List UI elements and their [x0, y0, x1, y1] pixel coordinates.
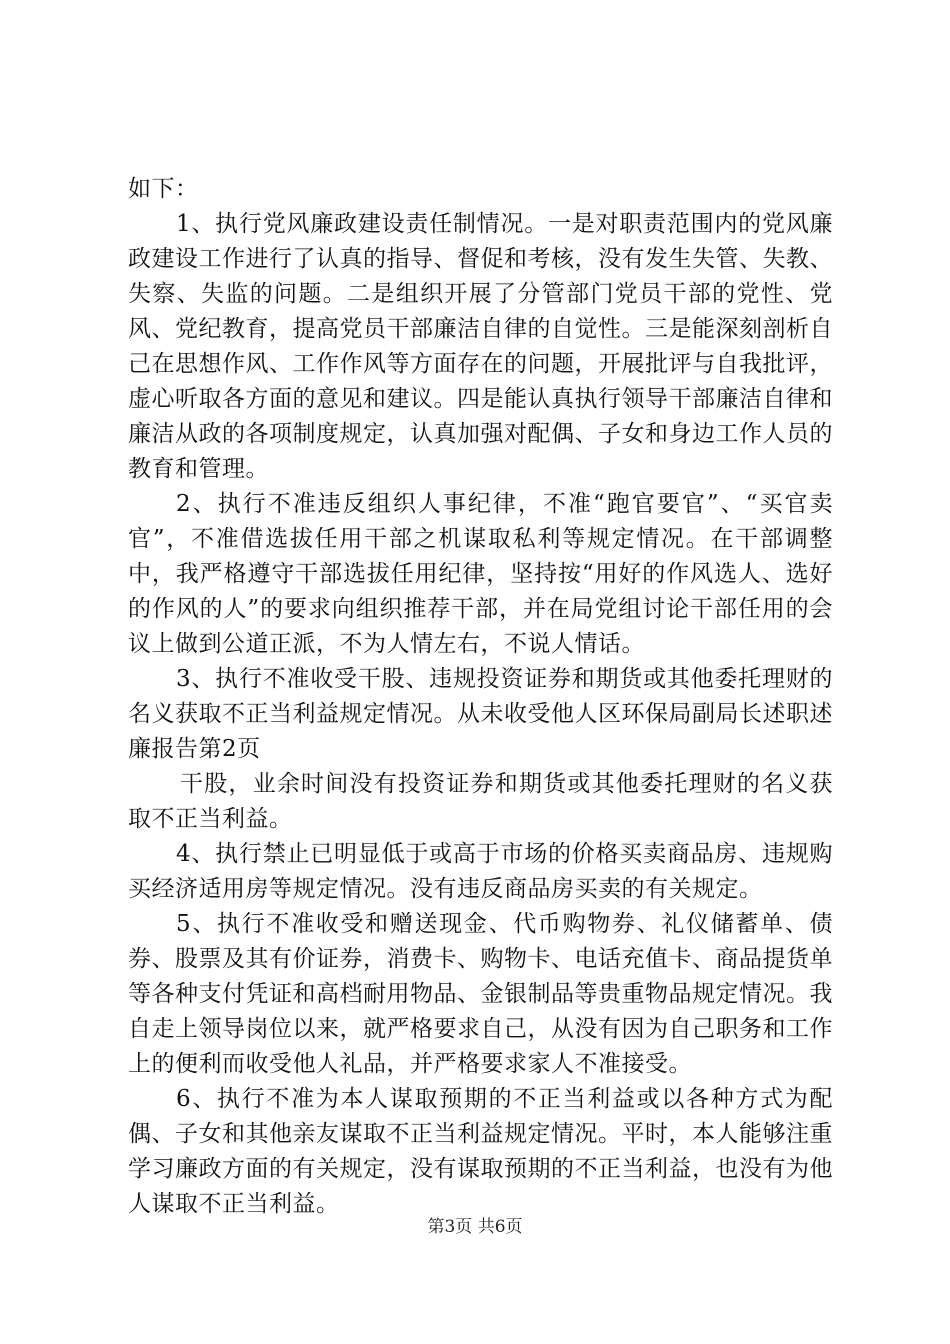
- page-number-footer: 第3页 共6页: [427, 1217, 523, 1237]
- paragraph-intro: 如下：: [128, 176, 199, 202]
- paragraph-item-2: 2、执行不准违反组织人事纪律，不准“跑官要官”、“买官卖官”，不准借选拔任用干部之机谋取私利等规定情况。在干部调整中，我严格遵守干部选拔任用纪律，坚持按“用好的作风选人、选好的作风的人”的要求向组织推荐干部，并在局党组讨论干部任用的会议上做到公道正派，不为人情左右，不说人情话。: [128, 491, 833, 657]
- paragraph-item-3-continued: 干股，业余时间没有投资证券和期货或其他委托理财的名义获取不正当利益。: [128, 771, 833, 832]
- paragraph-item-3: 3、执行不准收受干股、违规投资证券和期货或其他委托理财的名义获取不正当利益规定情况。从未收受他人区环保局副局长述职述廉报告第2页: [128, 666, 833, 762]
- paragraph-item-4: 4、执行禁止已明显低于或高于市场的价格买卖商品房、违规购买经济适用房等规定情况。没有违反商品房买卖的有关规定。: [128, 841, 833, 902]
- paragraph-item-5: 5、执行不准收受和赠送现金、代币购物券、礼仪储蓄单、债券、股票及其有价证券，消费卡、购物卡、电话充值卡、商品提货单等各种支付凭证和高档耐用物品、金银制品等贵重物品规定情况。我自走上领导岗位以来，就严格要求自己，从没有因为自己职务和工作上的便利而收受他人礼品，并严格要求家人不准接受。: [128, 911, 833, 1077]
- paragraph-item-6: 6、执行不准为本人谋取预期的不正当利益或以各种方式为配偶、子女和其他亲友谋取不正当利益规定情况。平时，本人能够注重学习廉政方面的有关规定，没有谋取预期的不正当利益，也没有为他人谋取不正当利益。: [128, 1086, 833, 1217]
- document-body: [128, 172, 833, 1222]
- paragraph-item-1: 1、执行党风廉政建设责任制情况。一是对职责范围内的党风廉政建设工作进行了认真的指导、督促和考核，没有发生失管、失教、失察、失监的问题。二是组织开展了分管部门党员干部的党性、党风、党纪教育，提高党员干部廉洁自律的自觉性。三是能深刻剖析自己在思想作风、工作作风等方面存在的问题，开展批评与自我批评，虚心听取各方面的意见和建议。四是能认真执行领导干部廉洁自律和廉洁从政的各项制度规定，认真加强对配偶、子女和身边工作人员的教育和管理。: [128, 211, 833, 482]
